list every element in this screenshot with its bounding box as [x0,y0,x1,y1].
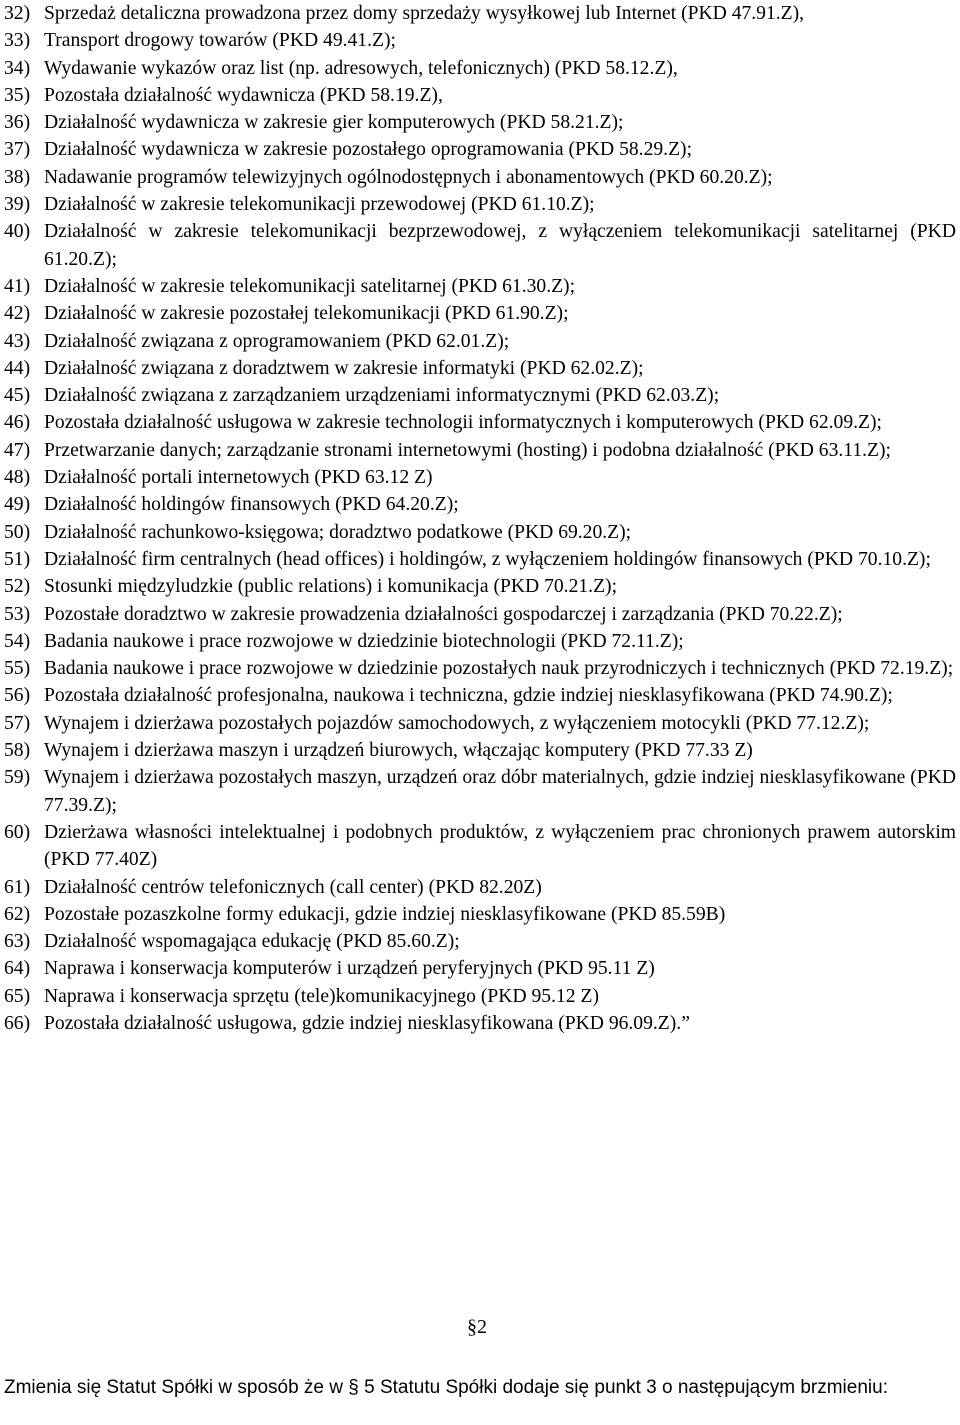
list-item [4,983,956,1010]
list-item-text: Transport drogowy towarów (PKD 49.41.Z); [44,30,396,52]
list-item-text: Pozostałe doradztwo w zakresie prowadzenia działalności gospodarczej i zarządzania (PKD 70.22.Z); [44,603,843,625]
list-item-text: Sprzedaż detaliczna prowadzona przez domy sprzedaży wysyłkowej lub Internet (PKD 47.91.Z), [44,3,805,24]
list-item-text: Pozostała działalność usługowa, gdzie indziej niesklasyfikowana (PKD 96.09.Z).” [44,1012,690,1034]
list-item [4,874,956,901]
list-item [4,273,956,300]
list-item [4,437,956,464]
list-item-text: Działalność portali internetowych (PKD 63.12 Z) [44,467,433,489]
list-item-text: Naprawa i konserwacja sprzętu (tele)komunikacyjnego (PKD 95.12 Z) [44,985,599,1007]
list-item-number: 53) [4,603,31,625]
list-item-number: 56) [4,685,31,707]
list-item-number: 43) [4,330,31,352]
list-item-number: 40) [4,221,31,243]
list-item-number: 50) [4,521,31,543]
list-item-number: 51) [4,548,31,570]
list-item [4,328,956,355]
list-item-text: Działalność w zakresie telekomunikacji bezprzewodowej, z wyłączeniem telekomunikacji satelitarnej (PKD 61.20.Z); [44,221,956,270]
list-item-text: Działalność holdingów finansowych (PKD 64.20.Z); [44,494,459,516]
list-item-text: Działalność centrów telefonicznych (call center) (PKD 82.20Z) [44,876,542,898]
list-item [4,191,956,218]
list-item [4,136,956,163]
list-item-number: 34) [4,57,31,79]
list-item-text: Działalność w zakresie telekomunikacji satelitarnej (PKD 61.30.Z); [44,275,576,297]
list-item-number: 36) [4,112,31,134]
list-item [4,82,956,109]
list-item [4,764,956,819]
list-item-number: 39) [4,194,31,216]
list-item [4,928,956,955]
list-item-number: 58) [4,740,31,762]
list-item [4,628,956,655]
pkd-activity-list [4,0,956,1037]
list-item [4,491,956,518]
list-item [4,355,956,382]
section-mark: §2 [467,1316,487,1338]
list-item-number: 41) [4,275,31,297]
list-item [4,382,956,409]
list-item [4,573,956,600]
list-item-number: 54) [4,630,31,652]
list-item-text: Pozostałe pozaszkolne formy edukacji, gdzie indziej niesklasyfikowane (PKD 85.59B) [44,903,726,925]
list-item-text: Działalność związana z zarządzaniem urządzeniami informatycznymi (PKD 62.03.Z); [44,385,720,407]
list-item [4,601,956,628]
list-item-number: 49) [4,494,31,516]
list-item-number: 42) [4,303,31,325]
list-item-text: Badania naukowe i prace rozwojowe w dziedzinie biotechnologii (PKD 72.11.Z); [44,630,684,652]
list-item-text: Wynajem i dzierżawa maszyn i urządzeń biurowych, włączając komputery (PKD 77.33 Z) [44,740,753,762]
list-item [4,27,956,54]
list-item-number: 46) [4,412,31,434]
list-item-number: 66) [4,1012,31,1034]
list-item-text: Działalność wydawnicza w zakresie pozostałego oprogramowania (PKD 58.29.Z); [44,139,693,161]
list-item-text: Pozostała działalność wydawnicza (PKD 58.19.Z), [44,84,443,106]
list-item [4,164,956,191]
list-item-number: 57) [4,712,31,734]
list-item-text: Działalność związana z oprogramowaniem (PKD 62.01.Z); [44,330,510,352]
list-item [4,819,956,874]
list-item-number: 37) [4,139,31,161]
list-item [4,464,956,491]
list-item-number: 60) [4,821,31,843]
list-item [4,300,956,327]
list-item [4,0,956,27]
list-item-text: Działalność rachunkowo-księgowa; doradztwo podatkowe (PKD 69.20.Z); [44,521,632,543]
list-item-number: 63) [4,931,31,953]
list-item-text: Działalność w zakresie pozostałej telekomunikacji (PKD 61.90.Z); [44,303,569,325]
list-item-text: Badania naukowe i prace rozwojowe w dziedzinie pozostałych nauk przyrodniczych i technicznych (PKD 72.19.Z); [44,658,954,680]
list-item-number: 61) [4,876,31,898]
list-item-text: Dzierżawa własności intelektualnej i podobnych produktów, z wyłączeniem prac chronionych prawem autorskim (PKD 77.40Z) [44,821,956,871]
list-item [4,409,956,436]
list-item [4,519,956,546]
list-item-number: 47) [4,439,31,461]
list-item-text: Wynajem i dzierżawa pozostałych pojazdów samochodowych, z wyłączeniem motocykli (PKD 77.12.Z); [44,712,870,734]
list-item-text: Działalność firm centralnych (head offices) i holdingów, z wyłączeniem holdingów finansowych (PKD 70.10.Z); [44,548,931,570]
list-item-text: Nadawanie programów telewizyjnych ogólnodostępnych i abonamentowych (PKD 60.20.Z); [44,166,773,188]
list-item [4,546,956,573]
list-item [4,55,956,82]
list-item-text: Działalność w zakresie telekomunikacji przewodowej (PKD 61.10.Z); [44,194,595,216]
list-item-number: 45) [4,385,31,407]
list-item-number: 32) [4,3,31,24]
closing-paragraph: Zmienia się Statut Spółki w sposób że w § 5 Statutu Spółki dodaje się punkt 3 o następującym brzmieniu: [4,1377,888,1398]
list-item-text: Działalność związana z doradztwem w zakresie informatyki (PKD 62.02.Z); [44,357,644,379]
list-item-number: 64) [4,958,31,980]
list-item-number: 62) [4,903,31,925]
list-item [4,1010,956,1037]
list-item-text: Przetwarzanie danych; zarządzanie stronami internetowymi (hosting) i podobna działalność (PKD 63.11.Z); [44,439,891,461]
list-item-text: Wydawanie wykazów oraz list (np. adresowych, telefonicznych) (PKD 58.12.Z), [44,57,678,79]
list-item-text: Naprawa i konserwacja komputerów i urządzeń peryferyjnych (PKD 95.11 Z) [44,958,655,980]
list-item-number: 38) [4,166,31,188]
list-item [4,737,956,764]
list-item-text: Wynajem i dzierżawa pozostałych maszyn, urządzeń oraz dóbr materialnych, gdzie indziej niesklasyfikowane (PKD 77.39.Z); [44,767,956,816]
list-item-number: 35) [4,84,31,106]
list-item-number: 59) [4,767,31,789]
list-item [4,710,956,737]
list-item [4,901,956,928]
list-item [4,955,956,982]
list-item-text: Pozostała działalność usługowa w zakresie technologii informatycznych i komputerowych (PKD 62.09.Z); [44,412,882,434]
list-item-number: 55) [4,658,31,680]
list-item-number: 52) [4,576,31,598]
list-item [4,218,956,273]
list-item [4,682,956,709]
list-item-text: Stosunki międzyludzkie (public relations) i komunikacja (PKD 70.21.Z); [44,576,618,598]
list-item-text: Działalność wydawnicza w zakresie gier komputerowych (PKD 58.21.Z); [44,112,624,134]
list-item-number: 44) [4,357,31,379]
list-item-text: Pozostała działalność profesjonalna, naukowa i techniczna, gdzie indziej niesklasyfikowana (PKD 74.90.Z); [44,685,893,707]
list-item-number: 33) [4,30,31,52]
list-item-text: Działalność wspomagająca edukację (PKD 85.60.Z); [44,931,460,953]
list-item-number: 48) [4,467,31,489]
list-item [4,109,956,136]
list-item [4,655,956,682]
list-item-number: 65) [4,985,31,1007]
